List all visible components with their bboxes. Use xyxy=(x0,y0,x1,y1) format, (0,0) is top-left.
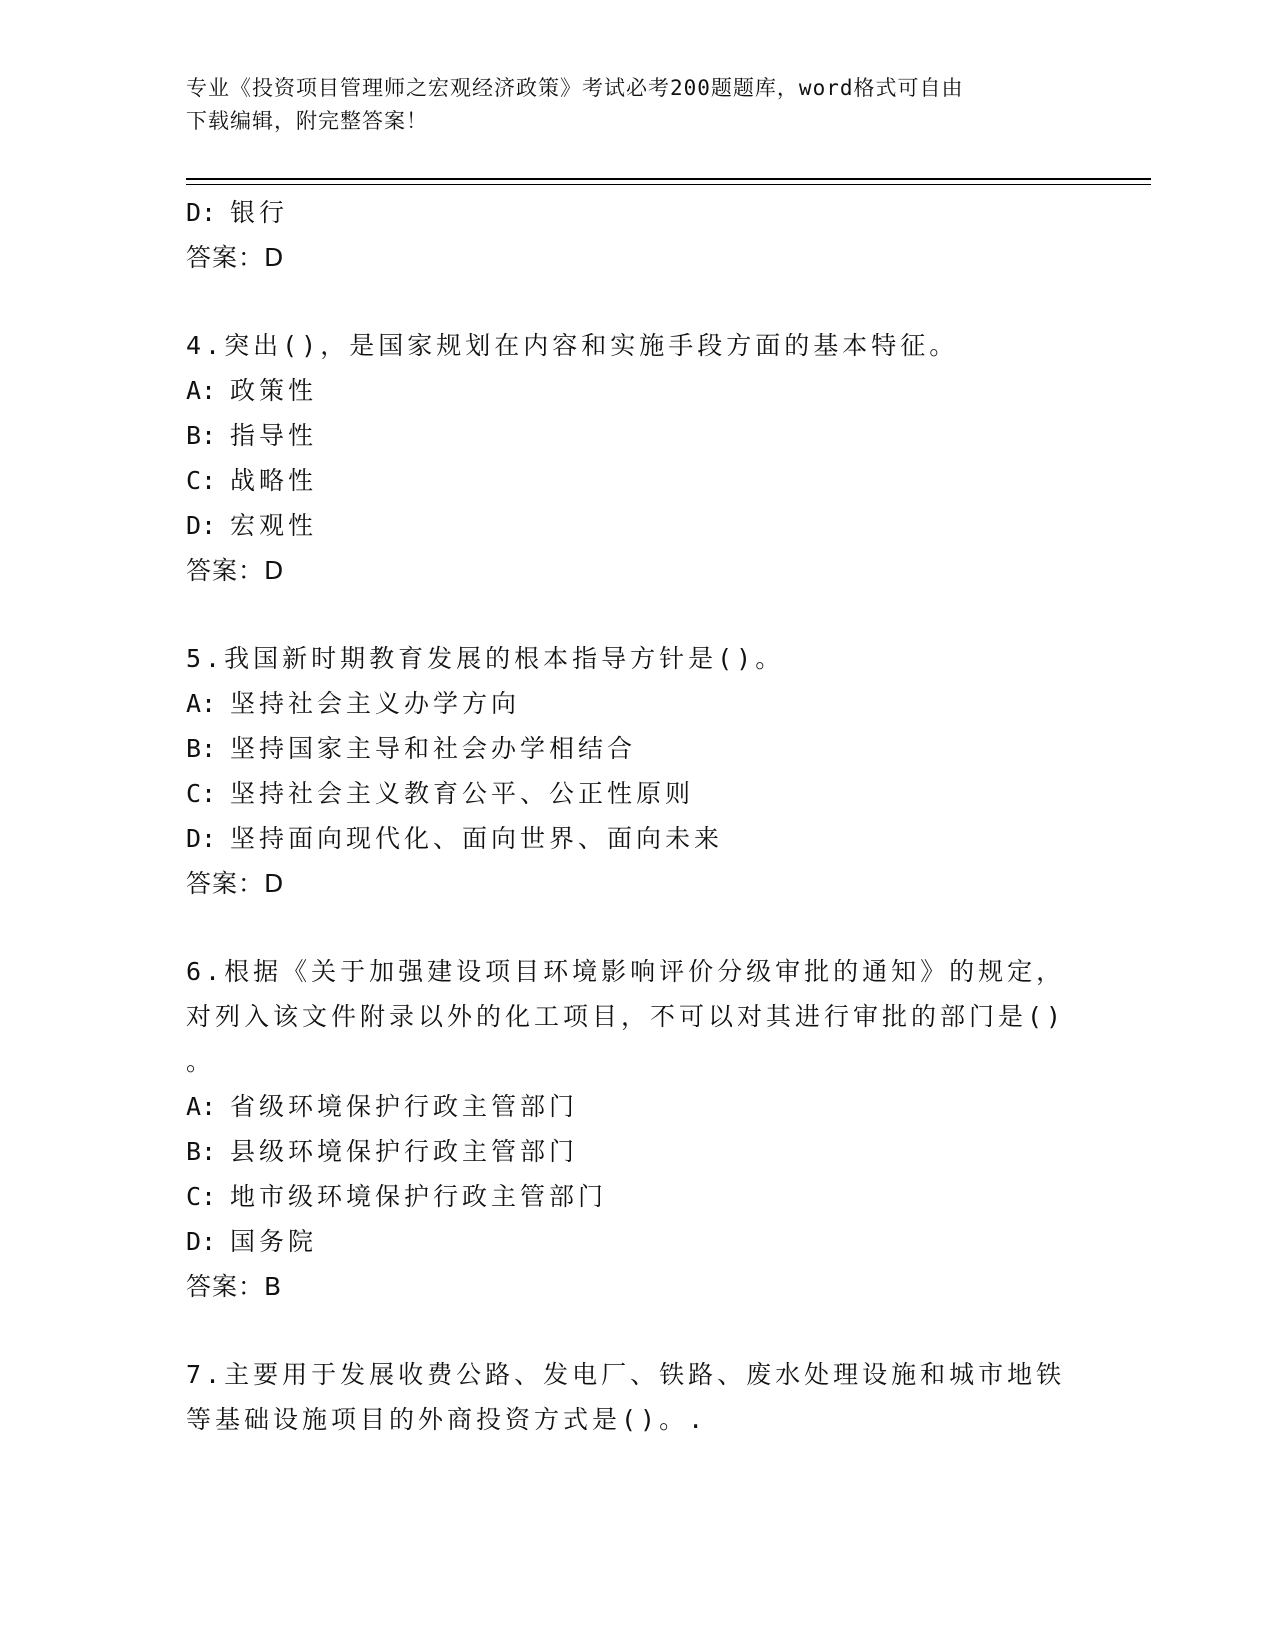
question-content xyxy=(186,190,1076,1442)
option-d xyxy=(186,190,1076,235)
option-letter: C: xyxy=(186,1182,217,1211)
option-text: 宏观性 xyxy=(230,511,318,540)
option-a xyxy=(186,1084,1076,1129)
header-divider-thick xyxy=(186,178,1151,180)
header-line-1: 专业《投资项目管理师之宏观经济政策》考试必考200题题库，word格式可自由 xyxy=(186,76,964,100)
option-text: 县级环境保护行政主管部门 xyxy=(230,1137,579,1166)
option-letter: C: xyxy=(186,779,217,808)
option-c xyxy=(186,771,1076,816)
option-b xyxy=(186,413,1076,458)
option-letter: B: xyxy=(186,1137,217,1166)
answer-line: 答案：D xyxy=(186,869,285,898)
option-d xyxy=(186,1219,1076,1264)
option-text: 指导性 xyxy=(230,421,318,450)
option-letter: B: xyxy=(186,421,217,450)
header-divider-thin xyxy=(186,184,1151,185)
option-c xyxy=(186,458,1076,503)
option-text: 坚持社会主义教育公平、公正性原则 xyxy=(230,779,695,808)
option-letter: C: xyxy=(186,466,217,495)
option-letter: D: xyxy=(186,1227,217,1256)
option-c xyxy=(186,1174,1076,1219)
option-letter: A: xyxy=(186,689,217,718)
option-letter: A: xyxy=(186,376,217,405)
question-stem: 等基础设施项目的外商投资方式是()。. xyxy=(186,1405,708,1434)
option-letter: B: xyxy=(186,734,217,763)
option-d xyxy=(186,816,1076,861)
option-text: 国务院 xyxy=(230,1227,318,1256)
question-stem: 5.我国新时期教育发展的根本指导方针是()。 xyxy=(186,644,785,673)
answer-line: 答案：D xyxy=(186,556,285,585)
option-text: 坚持国家主导和社会办学相结合 xyxy=(230,734,637,763)
option-a xyxy=(186,681,1076,726)
option-letter: D: xyxy=(186,511,217,540)
option-letter: D: xyxy=(186,198,217,227)
document-header xyxy=(186,72,1076,138)
question-stem: 4.突出()，是国家规划在内容和实施手段方面的基本特征。 xyxy=(186,331,959,360)
option-b xyxy=(186,726,1076,771)
question-stem: 。 xyxy=(186,1047,216,1076)
header-line-2: 下载编辑，附完整答案！ xyxy=(186,109,428,133)
question-stem: 6.根据《关于加强建设项目环境影响评价分级审批的通知》的规定， xyxy=(186,957,1066,986)
option-text: 省级环境保护行政主管部门 xyxy=(230,1092,579,1121)
question-stem: 7.主要用于发展收费公路、发电厂、铁路、废水处理设施和城市地铁 xyxy=(186,1360,1066,1389)
option-a xyxy=(186,368,1076,413)
option-text: 战略性 xyxy=(230,466,318,495)
option-text: 地市级环境保护行政主管部门 xyxy=(230,1182,608,1211)
answer-line: 答案：B xyxy=(186,1272,283,1301)
question-stem: 对列入该文件附录以外的化工项目，不可以对其进行审批的部门是() xyxy=(186,1002,1066,1031)
option-text: 政策性 xyxy=(230,376,318,405)
option-text: 坚持社会主义办学方向 xyxy=(230,689,521,718)
option-text: 坚持面向现代化、面向世界、面向未来 xyxy=(230,824,724,853)
option-b xyxy=(186,1129,1076,1174)
option-letter: A: xyxy=(186,1092,217,1121)
answer-line: 答案：D xyxy=(186,243,285,272)
option-d xyxy=(186,503,1076,548)
option-text: 银行 xyxy=(230,198,289,227)
option-letter: D: xyxy=(186,824,217,853)
